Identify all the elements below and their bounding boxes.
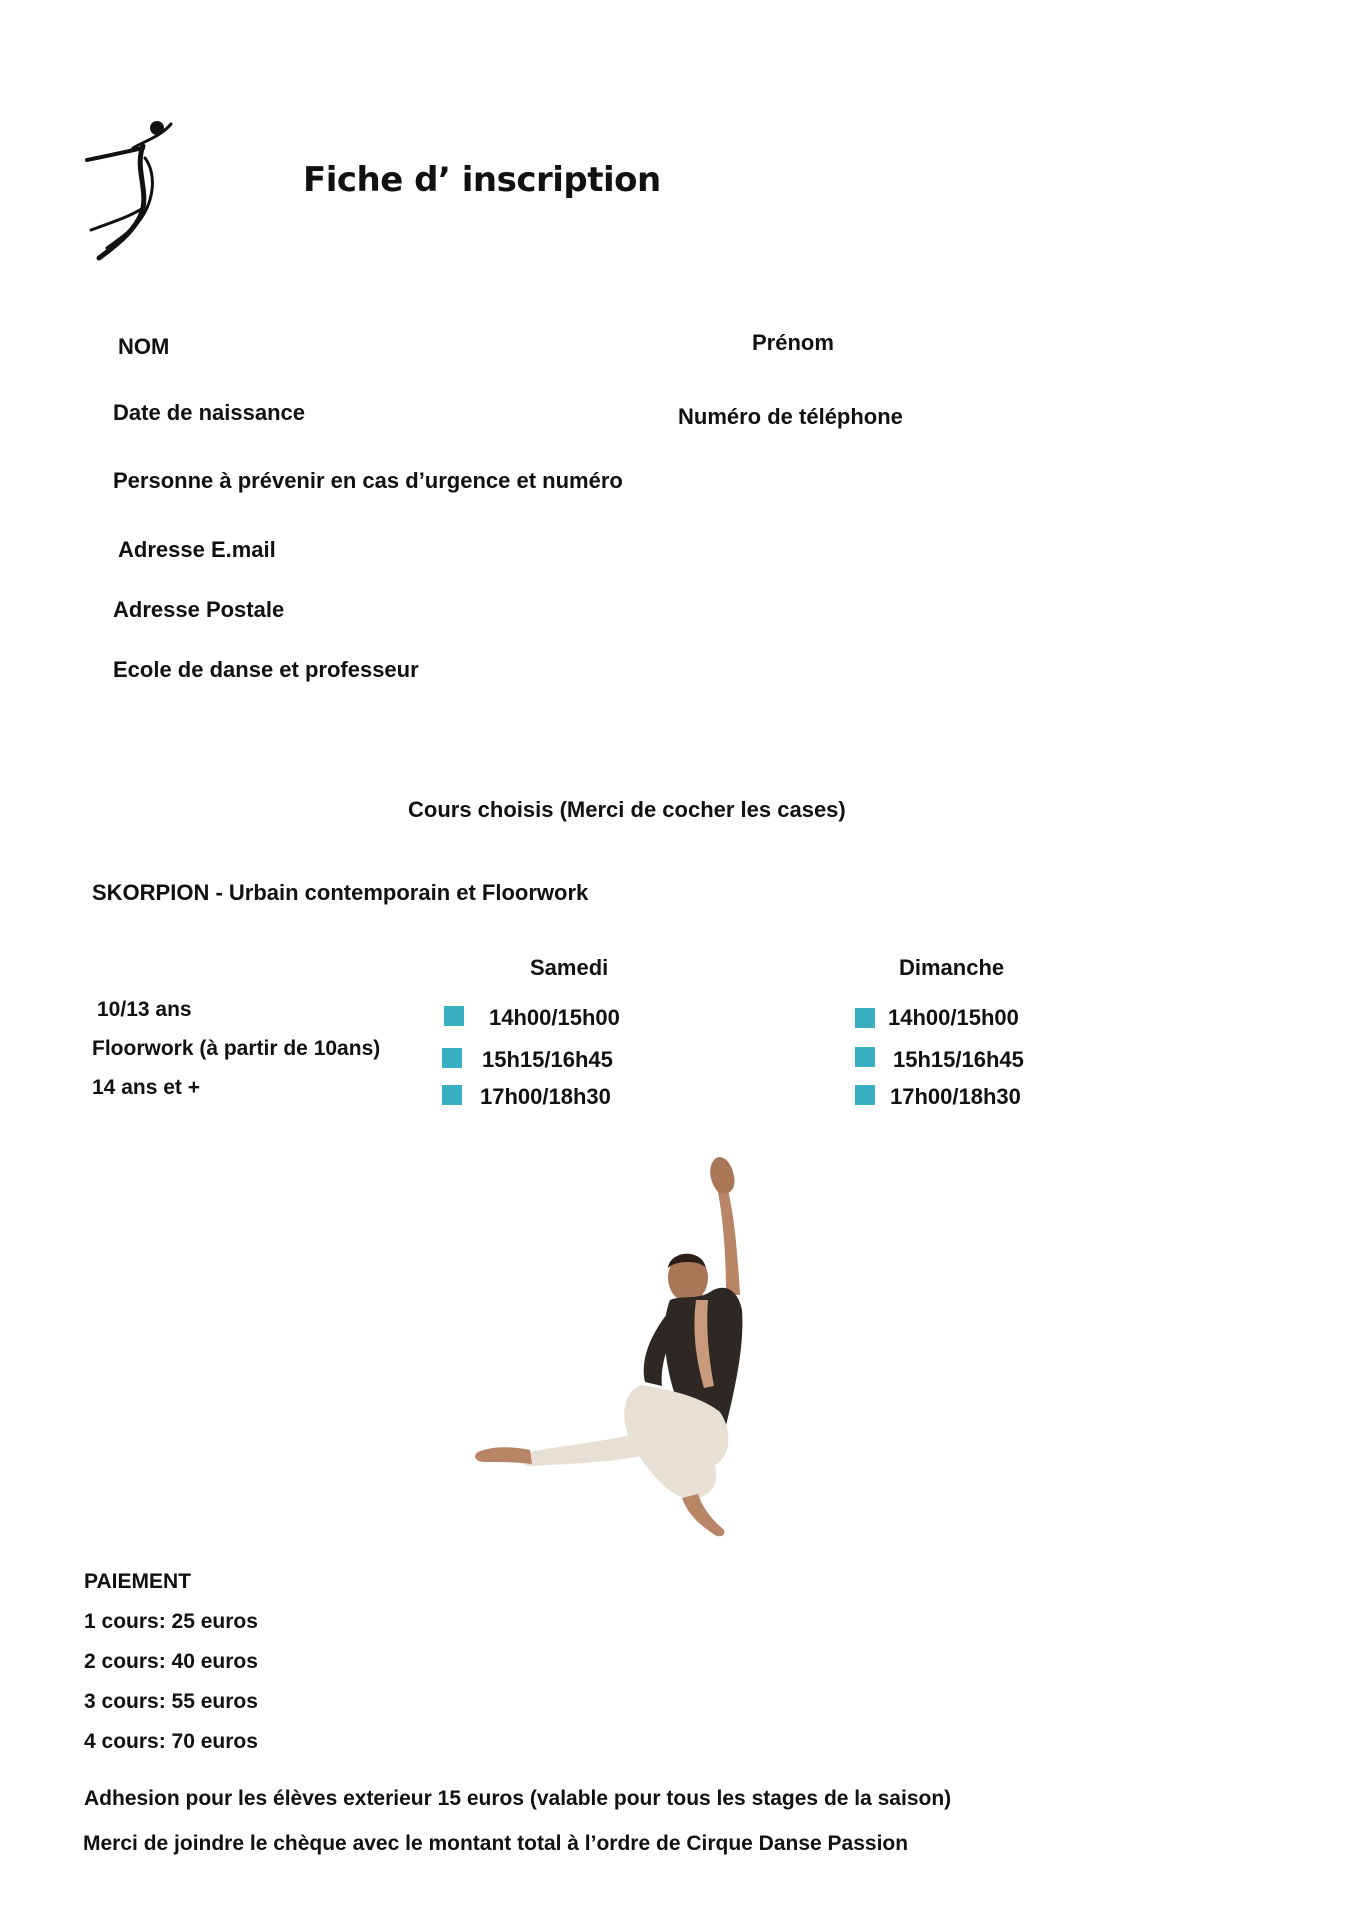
price-item: 3 cours: 55 euros	[84, 1690, 258, 1713]
day-header-saturday: Samedi	[530, 955, 609, 980]
program-title: SKORPION - Urbain contemporain et Floorwork	[92, 880, 589, 905]
saturday-slot-label: 15h15/16h45	[482, 1047, 613, 1072]
age-group-label: 14 ans et +	[92, 1076, 200, 1099]
saturday-slot-label: 14h00/15h00	[489, 1005, 620, 1030]
postal-address-label: Adresse Postale	[113, 597, 285, 622]
day-header-sunday: Dimanche	[899, 955, 1005, 980]
cheque-note: Merci de joindre le chèque avec le montant total à l’ordre de Cirque Danse Passion	[83, 1832, 909, 1855]
emergency-contact-label: Personne à prévenir en cas d’urgence et numéro	[113, 468, 623, 493]
price-item: 4 cours: 70 euros	[84, 1730, 258, 1753]
phone-field-label: Numéro de téléphone	[678, 404, 903, 429]
checkbox-sunday-slot-1[interactable]	[855, 1008, 875, 1028]
age-group-label: Floorwork (à partir de 10ans)	[92, 1037, 381, 1060]
courses-heading: Cours choisis (Merci de cocher les cases)	[408, 797, 846, 822]
price-item: 2 cours: 40 euros	[84, 1650, 258, 1673]
sunday-slot-label: 15h15/16h45	[893, 1047, 1024, 1072]
dance-school-label: Ecole de danse et professeur	[113, 657, 419, 682]
adhesion-note: Adhesion pour les élèves exterieur 15 euros (valable pour tous les stages de la saison)	[84, 1787, 952, 1810]
payment-heading: PAIEMENT	[84, 1570, 191, 1593]
checkbox-sunday-slot-3[interactable]	[855, 1085, 875, 1105]
age-group-label: 10/13 ans	[97, 998, 192, 1021]
checkbox-saturday-slot-3[interactable]	[442, 1085, 462, 1105]
dancer-photo	[470, 1150, 780, 1550]
prenom-field-label: Prénom	[752, 330, 834, 355]
saturday-slot-label: 17h00/18h30	[480, 1084, 611, 1109]
checkbox-sunday-slot-2[interactable]	[855, 1047, 875, 1067]
birthdate-field-label: Date de naissance	[113, 400, 305, 425]
nom-field-label: NOM	[118, 334, 170, 359]
email-field-label: Adresse E.mail	[118, 537, 276, 562]
sunday-slot-label: 14h00/15h00	[888, 1005, 1019, 1030]
dancer-logo-icon	[85, 118, 175, 263]
price-item: 1 cours: 25 euros	[84, 1610, 258, 1633]
page-title: Fiche d’ inscription	[303, 160, 661, 200]
sunday-slot-label: 17h00/18h30	[890, 1084, 1021, 1109]
checkbox-saturday-slot-2[interactable]	[442, 1048, 462, 1068]
checkbox-saturday-slot-1[interactable]	[444, 1006, 464, 1026]
